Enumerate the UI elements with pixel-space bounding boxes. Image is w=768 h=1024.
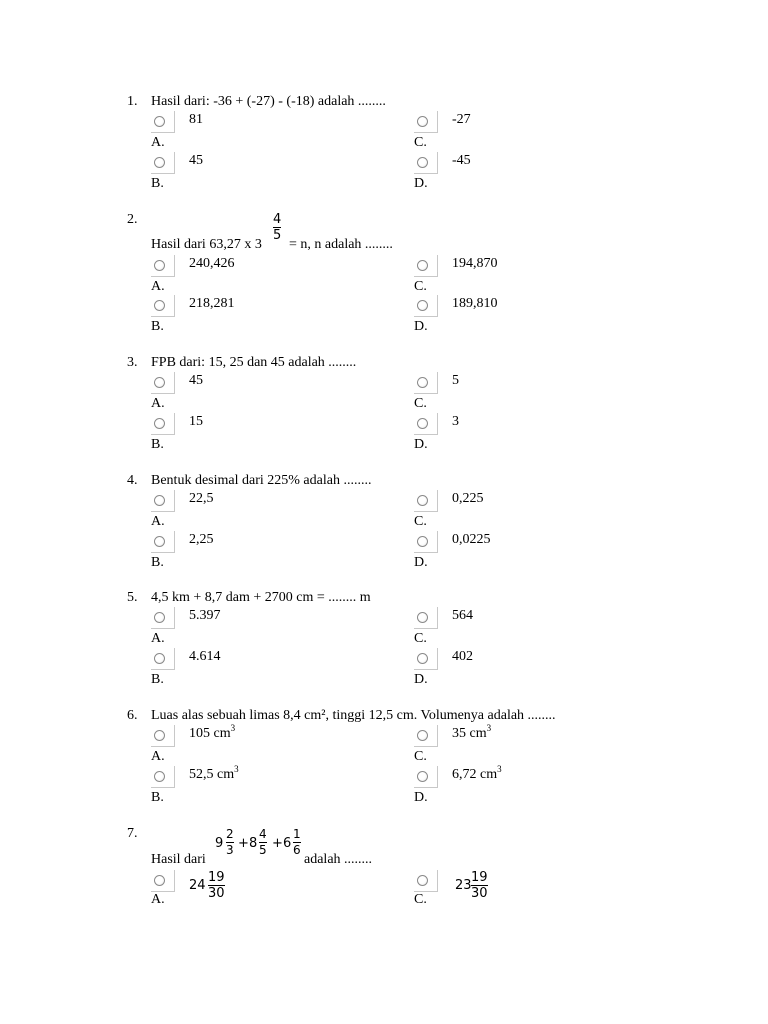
option-c-letter: C. xyxy=(414,279,427,294)
option-d-letter: D. xyxy=(414,555,428,570)
option-c-text: 564 xyxy=(452,608,473,623)
radio-button-d[interactable] xyxy=(417,653,428,664)
question-text: 4,5 km + 8,7 dam + 2700 cm = ........ m xyxy=(151,590,371,605)
option-c-letter: C. xyxy=(414,396,427,411)
radio-button-c[interactable] xyxy=(417,495,428,506)
option-c-letter: C. xyxy=(414,749,427,764)
radio-button-c[interactable] xyxy=(417,612,428,623)
question-text-end: adalah ........ xyxy=(304,852,373,867)
question-number: 5. xyxy=(127,590,138,605)
radio-button-b[interactable] xyxy=(154,771,165,782)
fraction-four-fifths: 4 5 xyxy=(273,212,282,243)
option-c-letter: C. xyxy=(414,631,427,646)
option-a-letter: A. xyxy=(151,514,165,529)
radio-button-a[interactable] xyxy=(154,377,165,388)
radio-button-a[interactable] xyxy=(154,495,165,506)
option-a-text: 45 xyxy=(189,373,203,388)
option-a-whole: 24 xyxy=(189,878,206,893)
radio-button-c[interactable] xyxy=(417,730,428,741)
radio-button-d[interactable] xyxy=(417,300,428,311)
option-d-text: 0,0225 xyxy=(452,532,491,547)
option-d-text: -45 xyxy=(452,153,471,168)
question-number: 7. xyxy=(127,826,138,841)
radio-button-a[interactable] xyxy=(154,116,165,127)
option-d-text: 189,810 xyxy=(452,296,498,311)
option-a-fraction: 19 30 xyxy=(208,870,225,901)
radio-button-b[interactable] xyxy=(154,418,165,429)
option-b-letter: B. xyxy=(151,790,164,805)
option-b-text: 2,25 xyxy=(189,532,214,547)
option-b-text: 45 xyxy=(189,153,203,168)
option-a-letter: A. xyxy=(151,749,165,764)
radio-button-b[interactable] xyxy=(154,300,165,311)
radio-button-d[interactable] xyxy=(417,157,428,168)
option-c-text: 0,225 xyxy=(452,491,484,506)
option-b-letter: B. xyxy=(151,319,164,334)
question-number: 6. xyxy=(127,708,138,723)
option-c-fraction: 19 30 xyxy=(471,870,488,901)
option-c-text: 35 $cm^3$ xyxy=(452,723,492,741)
option-b-text: 15 xyxy=(189,414,203,429)
radio-button-c[interactable] xyxy=(417,875,428,886)
option-b-text: 52,5 $cm^3$ xyxy=(189,764,239,782)
question-text: Luas alas sebuah limas 8,4 cm², tinggi 12,5 cm. Volumenya adalah ........ xyxy=(151,708,556,723)
radio-button-b[interactable] xyxy=(154,536,165,547)
option-b-letter: B. xyxy=(151,672,164,687)
radio-button-a[interactable] xyxy=(154,612,165,623)
option-a-text: 22,5 xyxy=(189,491,214,506)
question-number: 1. xyxy=(127,94,138,109)
radio-button-b[interactable] xyxy=(154,653,165,664)
question-text-end: = n, n adalah ........ xyxy=(289,237,393,252)
radio-button-a[interactable] xyxy=(154,260,165,271)
radio-button-a[interactable] xyxy=(154,730,165,741)
option-b-letter: B. xyxy=(151,555,164,570)
option-c-whole: 23 xyxy=(455,878,472,893)
option-a-letter: A. xyxy=(151,135,165,150)
radio-button-c[interactable] xyxy=(417,260,428,271)
option-a-text: 5.397 xyxy=(189,608,221,623)
radio-button-b[interactable] xyxy=(154,157,165,168)
option-d-text: 3 xyxy=(452,414,459,429)
radio-button-d[interactable] xyxy=(417,418,428,429)
option-d-letter: D. xyxy=(414,437,428,452)
option-d-text: 6,72 $cm^3$ xyxy=(452,764,502,782)
question-text: FPB dari: 15, 25 dan 45 adalah ........ xyxy=(151,355,357,370)
option-d-letter: D. xyxy=(414,319,428,334)
option-a-letter: A. xyxy=(151,892,165,907)
option-d-text: 402 xyxy=(452,649,473,664)
radio-button-c[interactable] xyxy=(417,377,428,388)
radio-button-d[interactable] xyxy=(417,771,428,782)
question-text-start: Hasil dari 63,27 x 3 xyxy=(151,237,262,252)
option-c-text: 5 xyxy=(452,373,459,388)
option-c-letter: C. xyxy=(414,514,427,529)
option-a-text: 240,426 xyxy=(189,256,235,271)
question-text: Bentuk desimal dari 225% adalah ........ xyxy=(151,473,372,488)
option-a-letter: A. xyxy=(151,279,165,294)
question-number: 2. xyxy=(127,212,138,227)
option-c-letter: C. xyxy=(414,892,427,907)
option-b-letter: B. xyxy=(151,176,164,191)
option-b-letter: B. xyxy=(151,437,164,452)
option-b-text: 218,281 xyxy=(189,296,235,311)
option-a-text: 81 xyxy=(189,112,203,127)
option-c-text: -27 xyxy=(452,112,471,127)
question-number: 3. xyxy=(127,355,138,370)
option-d-letter: D. xyxy=(414,672,428,687)
option-d-letter: D. xyxy=(414,790,428,805)
question-text: Hasil dari: -36 + (-27) - (-18) adalah ........ xyxy=(151,94,386,109)
option-a-text: 105 $cm^3$ xyxy=(189,723,236,741)
option-c-letter: C. xyxy=(414,135,427,150)
radio-button-d[interactable] xyxy=(417,536,428,547)
option-b-text: 4.614 xyxy=(189,649,221,664)
option-c-text: 194,870 xyxy=(452,256,498,271)
option-a-letter: A. xyxy=(151,396,165,411)
question-number: 4. xyxy=(127,473,138,488)
question-text-start: Hasil dari xyxy=(151,852,206,867)
radio-button-c[interactable] xyxy=(417,116,428,127)
radio-button-a[interactable] xyxy=(154,875,165,886)
option-d-letter: D. xyxy=(414,176,428,191)
option-a-letter: A. xyxy=(151,631,165,646)
